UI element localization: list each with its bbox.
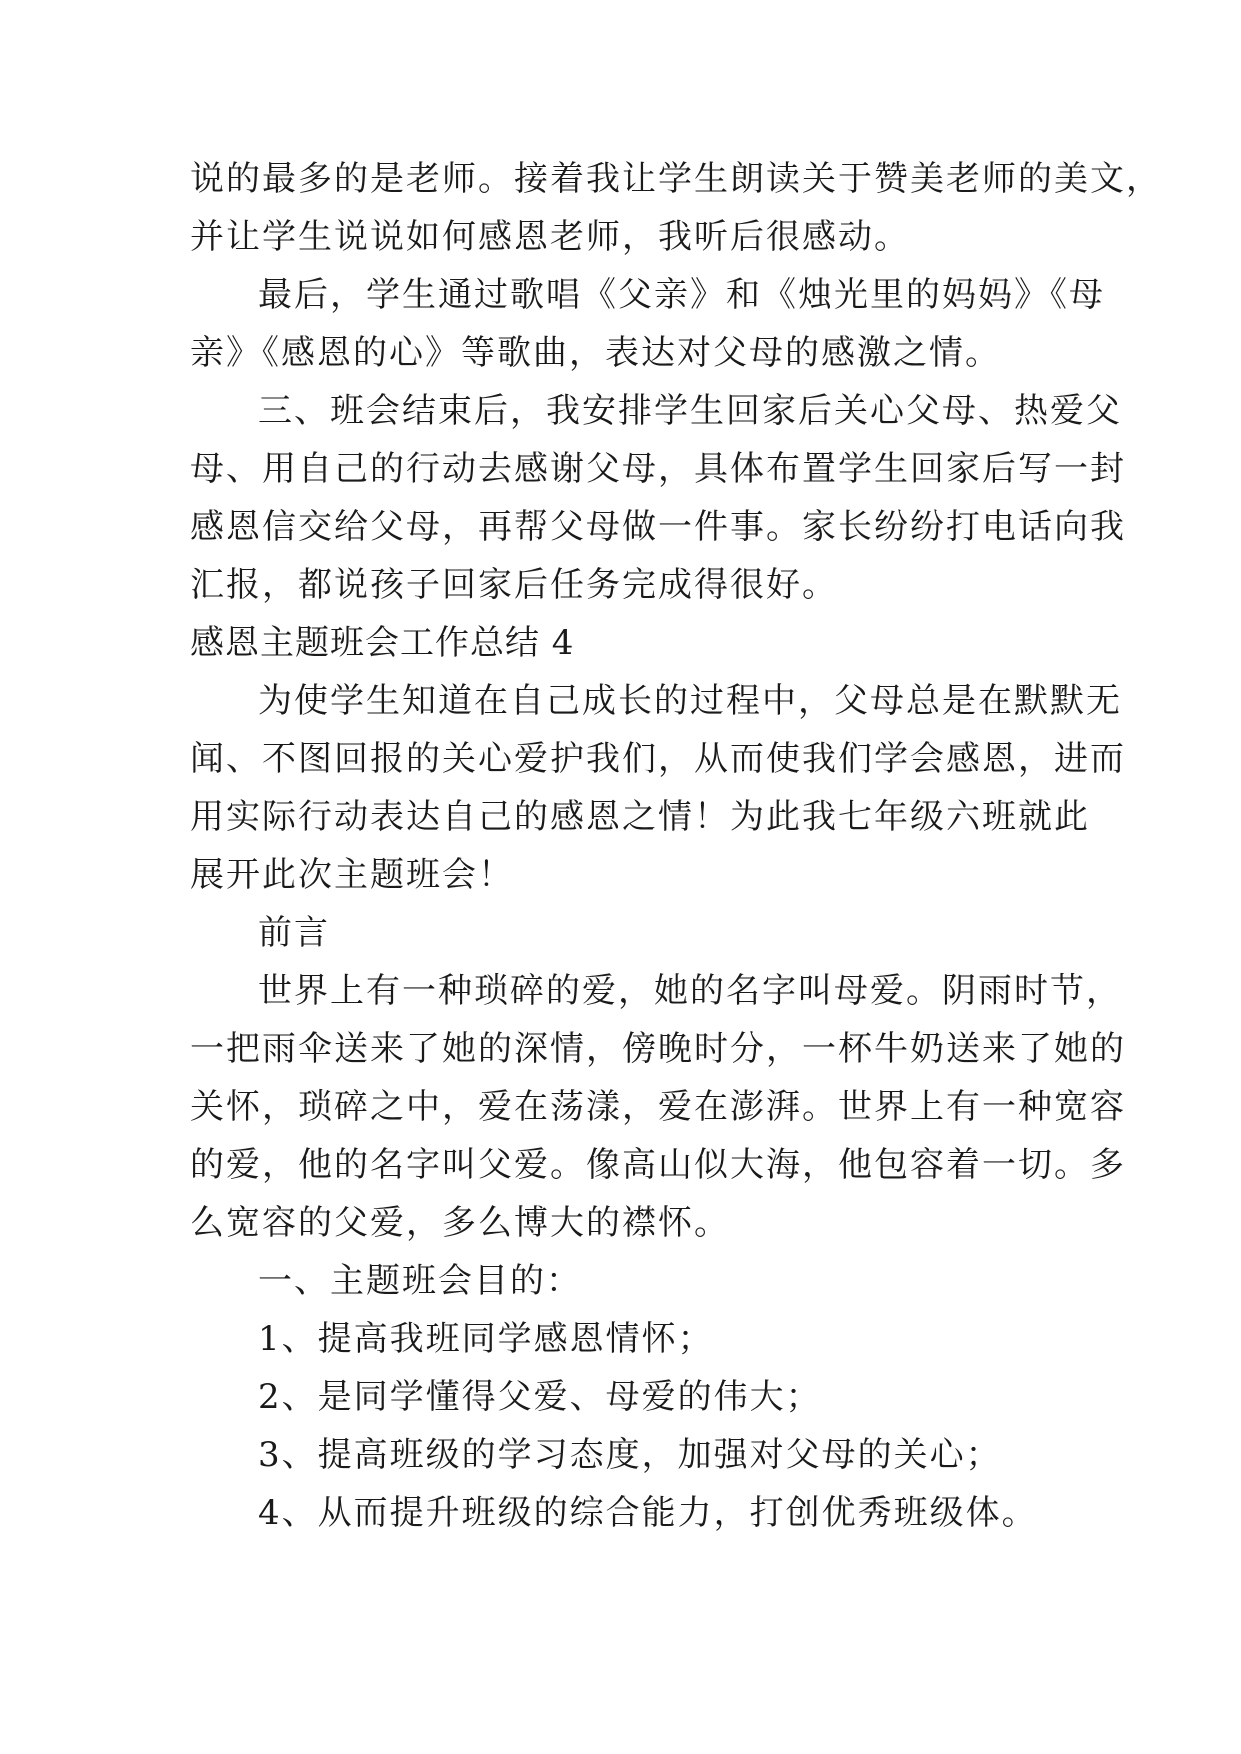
list-item: 4、从而提升班级的综合能力，打创优秀班级体。 bbox=[258, 1493, 1038, 1533]
text-line: 用实际行动表达自己的感恩之情！为此我七年级六班就此 bbox=[190, 797, 1090, 837]
text-line: 关怀，琐碎之中，爱在荡漾，爱在澎湃。世界上有一种宽容 bbox=[190, 1087, 1126, 1127]
subheading-purpose: 一、主题班会目的： bbox=[258, 1261, 582, 1301]
list-item: 1、提高我班同学感恩情怀； bbox=[258, 1319, 714, 1359]
text-line: 展开此次主题班会！ bbox=[190, 855, 514, 895]
paragraph-start-line: 世界上有一种琐碎的爱，她的名字叫母爱。阴雨时节， bbox=[258, 971, 1122, 1011]
text-line: 的爱，他的名字叫父爱。像高山似大海，他包容着一切。多 bbox=[190, 1145, 1126, 1185]
paragraph-start-line: 最后，学生通过歌唱《父亲》和《烛光里的妈妈》《母 bbox=[258, 275, 1105, 315]
text-line: 闻、不图回报的关心爱护我们，从而使我们学会感恩，进而 bbox=[190, 739, 1126, 779]
paragraph-start-line: 三、班会结束后，我安排学生回家后关心父母、热爱父 bbox=[258, 391, 1122, 431]
text-line: 说的最多的是老师。接着我让学生朗读关于赞美老师的美文， bbox=[190, 159, 1162, 199]
text-line: 一把雨伞送来了她的深情，傍晚时分，一杯牛奶送来了她的 bbox=[190, 1029, 1126, 1069]
paragraph-start-line: 为使学生知道在自己成长的过程中，父母总是在默默无 bbox=[258, 681, 1122, 721]
text-line: 么宽容的父爱，多么博大的襟怀。 bbox=[190, 1203, 730, 1243]
document-body bbox=[190, 150, 1162, 1542]
subheading-preface: 前言 bbox=[258, 913, 330, 953]
text-line: 感恩信交给父母，再帮父母做一件事。家长纷纷打电话向我 bbox=[190, 507, 1126, 547]
section-heading: 感恩主题班会工作总结 4 bbox=[190, 623, 575, 663]
list-item: 3、提高班级的学习态度，加强对父母的关心； bbox=[258, 1435, 1002, 1475]
text-line: 母、用自己的行动去感谢父母，具体布置学生回家后写一封 bbox=[190, 449, 1126, 489]
text-line: 亲》《感恩的心》等歌曲，表达对父母的感激之情。 bbox=[190, 333, 1001, 373]
list-item: 2、是同学懂得父爱、母爱的伟大； bbox=[258, 1377, 822, 1417]
text-line: 并让学生说说如何感恩老师，我听后很感动。 bbox=[190, 217, 910, 257]
text-line: 汇报，都说孩子回家后任务完成得很好。 bbox=[190, 565, 838, 605]
